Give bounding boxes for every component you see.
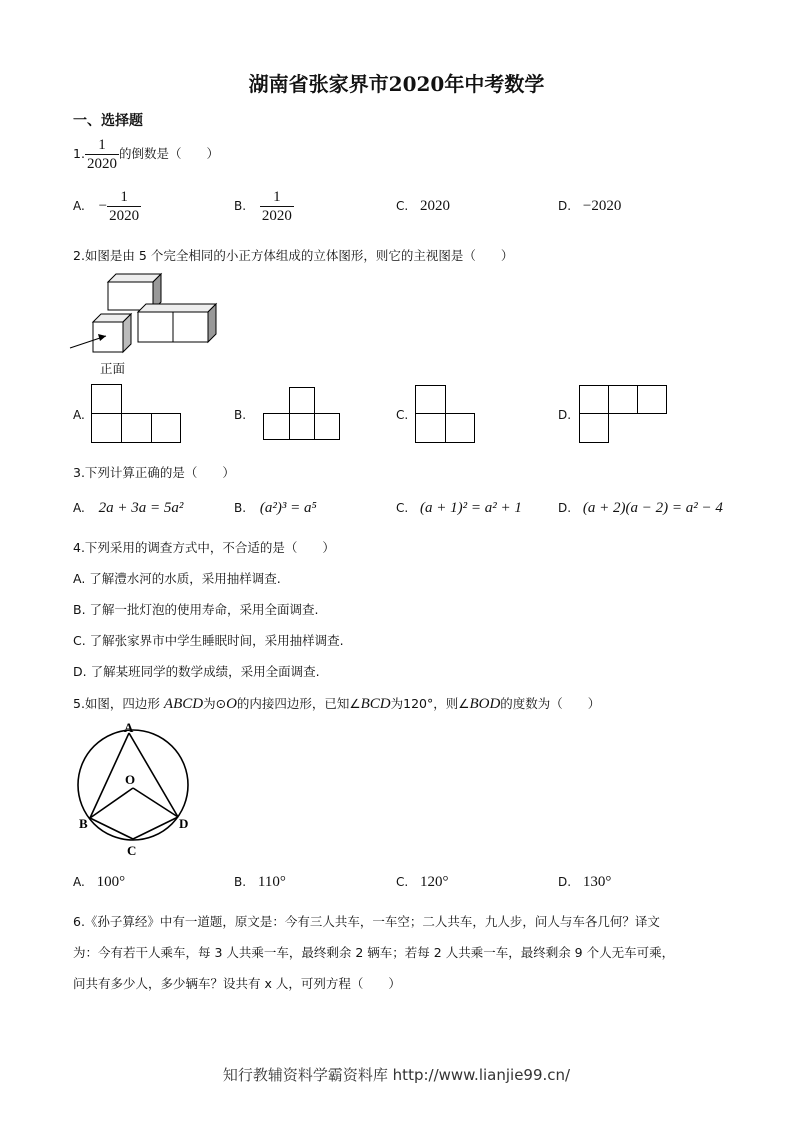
q3-option-d[interactable]: D. (a + 2)(a − 2) = a² − 4	[558, 500, 723, 516]
q5-circle-figure	[75, 722, 205, 860]
section-heading: 一、选择题	[73, 113, 143, 129]
question-6-line-3: 问共有多少人，多少辆车？设共有 x 人，可列方程（ ）	[73, 976, 401, 991]
question-2: 2.如图是由 5 个完全相同的小正方体组成的立体图形，则它的主视图是（ ）	[73, 248, 514, 263]
q1-number: 1.	[73, 146, 85, 161]
q2-option-d-label[interactable]: D.	[558, 408, 572, 422]
q1-option-c[interactable]: C. 2020	[396, 198, 451, 214]
footer-watermark: 知行教辅资料学霸资料库 http://www.lianjie99.cn/	[222, 1066, 571, 1084]
q2-option-c-label[interactable]: C.	[396, 408, 409, 422]
q4-option-a[interactable]: A. 了解澧水河的水质，采用抽样调查.	[73, 571, 281, 586]
q5-option-c[interactable]: C. 120°	[396, 874, 449, 890]
q5-option-b[interactable]: B. 110°	[234, 874, 286, 890]
q1-text: 的倒数是（ ）	[118, 146, 219, 161]
q1-option-b[interactable]: B. $\frac{1}{2020}$	[234, 189, 292, 224]
question-6-line-1: 6.《孙子算经》中有一道题，原文是：今有三人共车，一车空；二人共车，九人步，问人与车各几何？译文	[73, 914, 660, 929]
q1-option-d[interactable]: D. −2020	[558, 198, 622, 214]
question-1	[73, 136, 219, 173]
question-6-line-2: 为：今有若干人乘车，每 3 人共乘一车，最终剩余 2 辆车；若每 2 人共乘一车，最终剩余 9 个人无车可乘，	[73, 945, 675, 960]
point-c-label: C	[127, 843, 137, 858]
q4-option-b[interactable]: B. 了解一批灯泡的使用寿命，采用全面调查.	[73, 602, 319, 617]
question-5: 5.如图，四边形 ABCD为⊙O的内接四边形，已知∠BCD为120°，则∠BOD的度数为（ ）	[73, 696, 601, 712]
q4-option-c[interactable]: C. 了解张家界市中学生睡眠时间，采用抽样调查.	[73, 633, 344, 648]
question-4: 4.下列采用的调查方式中，不合适的是（ ）	[73, 540, 335, 555]
point-b-label: B	[79, 816, 88, 831]
q4-option-d[interactable]: D. 了解某班同学的数学成绩，采用全面调查.	[73, 664, 320, 679]
q5-option-a[interactable]: A. 100°	[73, 874, 126, 890]
q5-option-d[interactable]: D. 130°	[558, 874, 612, 890]
q3-option-b[interactable]: B. (a²)³ = a⁵	[234, 500, 317, 516]
point-d-label: D	[179, 816, 189, 831]
q3-option-a[interactable]: A. 2a + 3a = 5a²	[73, 500, 184, 516]
front-label: 正面	[100, 361, 126, 376]
q2-solid-figure	[68, 270, 228, 380]
point-o-label: O	[125, 772, 136, 787]
page-title: 湖南省张家界市2020年中考数学	[248, 72, 545, 96]
point-a-label: A	[124, 722, 134, 735]
q2-option-a-label[interactable]: A.	[73, 408, 85, 422]
q2-option-b-label[interactable]: B.	[234, 408, 247, 422]
q3-option-c[interactable]: C. (a + 1)² = a² + 1	[396, 500, 522, 516]
question-3: 3.下列计算正确的是（ ）	[73, 465, 235, 480]
q1-option-a[interactable]: A. − $\frac{1}{2020}$	[73, 189, 140, 224]
q1-fraction: $\frac{1}{2020}$	[86, 137, 117, 172]
